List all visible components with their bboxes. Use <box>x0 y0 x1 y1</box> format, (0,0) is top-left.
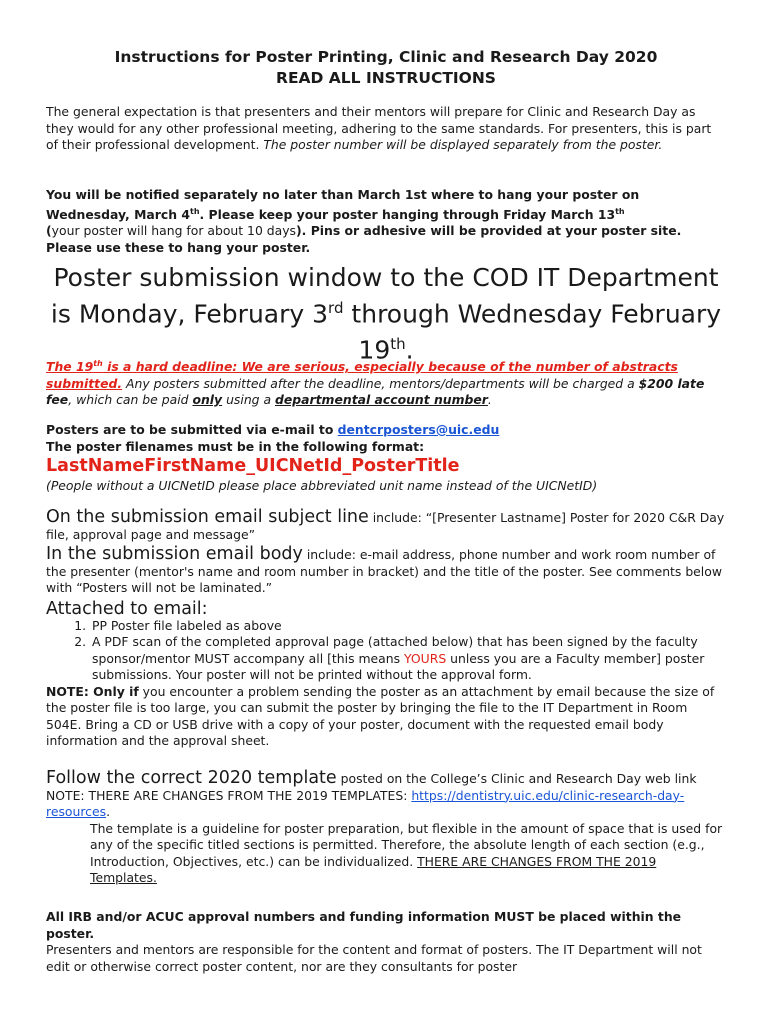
email-body-text: include: e-mail address, phone number and work room number of the presenter (mentor's name and room number in bracket) and the title of the poster. See comments below with “Posters will not be laminated.” <box>46 547 722 595</box>
template-link[interactable]: https://dentistry.uic.edu/clinic-research-day-resources <box>46 787 685 819</box>
notify-plain: your poster will hang for about 10 days <box>51 223 297 239</box>
template-after: . <box>106 804 111 819</box>
irb-section <box>46 909 726 975</box>
notify-text-b: . Please keep your poster hanging through Friday March 13 <box>199 206 616 222</box>
deadline-text-3: using a <box>222 392 276 408</box>
notify-text-a: You will be notified separately no later than March 1st where to hang your poster on Wednesday, March 4 <box>46 187 640 222</box>
deadline-red-2: is a hard deadline: We are serious, especially because of the number of abstracts submitted. <box>46 359 678 391</box>
window-text-b: through Wednesday February 19 <box>343 299 722 365</box>
attachment-item-2 <box>90 634 726 684</box>
notify-sup-b: th <box>615 206 625 216</box>
late-fee: $200 late fee <box>46 375 705 408</box>
template-section <box>46 770 726 887</box>
document-title <box>46 47 726 89</box>
deadline-red-1: The 19 <box>46 359 94 375</box>
email-link[interactable]: dentcrposters@uic.edu <box>337 422 500 437</box>
attachment-item-2-text-a: A PDF scan of the completed approval page (attached below) that has been signed by the faculty sponsor/mentor MUST accompany all [this means <box>92 634 698 666</box>
deadline-text-2: , which can be paid <box>68 392 193 408</box>
guideline-changes: THERE ARE CHANGES FROM THE 2019 Templates. <box>90 853 657 885</box>
submit-line-1: Posters are to be submitted via e-mail to <box>46 422 338 437</box>
attachments-section <box>46 601 726 750</box>
window-text-c: . <box>405 335 414 365</box>
deadline-text-1: Any posters submitted after the deadline, mentors/departments will be charged a <box>122 375 639 391</box>
email-body-heading: In the submission email body <box>46 544 303 564</box>
submission-instructions <box>46 422 726 455</box>
subject-text: include: “[Presenter Lastname] Poster for 2020 C&R Day file, approval page and message” <box>46 510 725 542</box>
notify-sup-a: th <box>190 206 200 216</box>
window-text-a: Poster submission window to the COD IT Department is Monday, February 3 <box>50 263 719 329</box>
attachments-list <box>46 618 726 684</box>
irb-heading: All IRB and/or ACUC approval numbers and funding information MUST be placed within the poster. <box>46 909 682 941</box>
window-sup-b: th <box>390 335 406 354</box>
submit-line-2: The poster filenames must be in the following format: <box>46 438 425 454</box>
only-emphasis: only <box>192 392 223 408</box>
subject-line-section <box>46 509 726 543</box>
attachment-item-1-text: PP Poster file labeled as above <box>92 617 282 633</box>
attachment-item-1 <box>90 618 726 635</box>
deadline-text-4: . <box>487 392 492 408</box>
email-body-section <box>46 546 726 597</box>
notify-text-d: ). Pins or adhesive will be provided at your poster site. Please use these to hang your poster. <box>46 223 682 255</box>
template-guideline <box>46 821 726 887</box>
title-line-1: Instructions for Poster Printing, Clinic and Research Day 2020 <box>114 48 658 66</box>
attachment-item-2-text-b: unless you are a Faculty member] poster submissions. Your poster will not be printed without the approval form. <box>92 650 705 682</box>
filename-format: LastNameFirstName_UICNetId_PosterTitle <box>46 456 460 476</box>
note-label: NOTE: Only if <box>46 683 139 699</box>
window-sup-a: rd <box>328 299 344 317</box>
irb-text: Presenters and mentors are responsible for the content and format of posters. The IT Department will not edit or otherwise correct poster content, nor are they consultants for poster <box>46 942 702 974</box>
yours-emphasis: YOURS <box>404 650 447 666</box>
intro-text: The general expectation is that presenters and their mentors will prepare for Clinic and Research Day as they would for any other professional meeting, adhering to the same standards. For presenters, this is part of their professional development. <box>46 104 712 152</box>
account-number-emphasis: departmental account number <box>275 392 488 408</box>
notification-paragraph <box>46 187 726 256</box>
template-paragraph <box>46 770 726 821</box>
note-text: you encounter a problem sending the poster as an attachment by email because the size of the poster file is too large, you can submit the poster by bringing the file to the IT Department in Room 504E. Bring a CD or USB drive with a copy of your poster, document with the requested email body information and the approval sheet. <box>46 683 715 748</box>
note-paragraph <box>46 684 726 750</box>
intro-paragraph <box>46 104 726 154</box>
template-text: posted on the College’s Clinic and Research Day web link NOTE: THERE ARE CHANGES FROM THE 2019 TEMPLATES: <box>46 771 697 803</box>
guideline-text: The template is a guideline for poster preparation, but flexible in the amount of space that is used for any of the specific titled sections is permitted. Therefore, the absolute length of each section (e.g., Introduction, Objectives, etc.) can be individualized. <box>90 820 723 869</box>
deadline-paragraph <box>46 356 726 409</box>
submission-window-heading <box>46 262 726 366</box>
subject-heading: On the submission email subject line <box>46 507 369 527</box>
deadline-red-sup: th <box>93 359 103 368</box>
title-line-2: READ ALL INSTRUCTIONS <box>276 69 496 87</box>
no-netid-note: (People without a UICNetID please place abbreviated unit name instead of the UICNetID) <box>46 478 598 493</box>
template-heading: Follow the correct 2020 template <box>46 768 337 788</box>
attachments-heading: Attached to email: <box>46 599 208 619</box>
notify-text-c: ( <box>46 223 52 239</box>
intro-italic: The poster number will be displayed separately from the poster. <box>263 137 663 152</box>
